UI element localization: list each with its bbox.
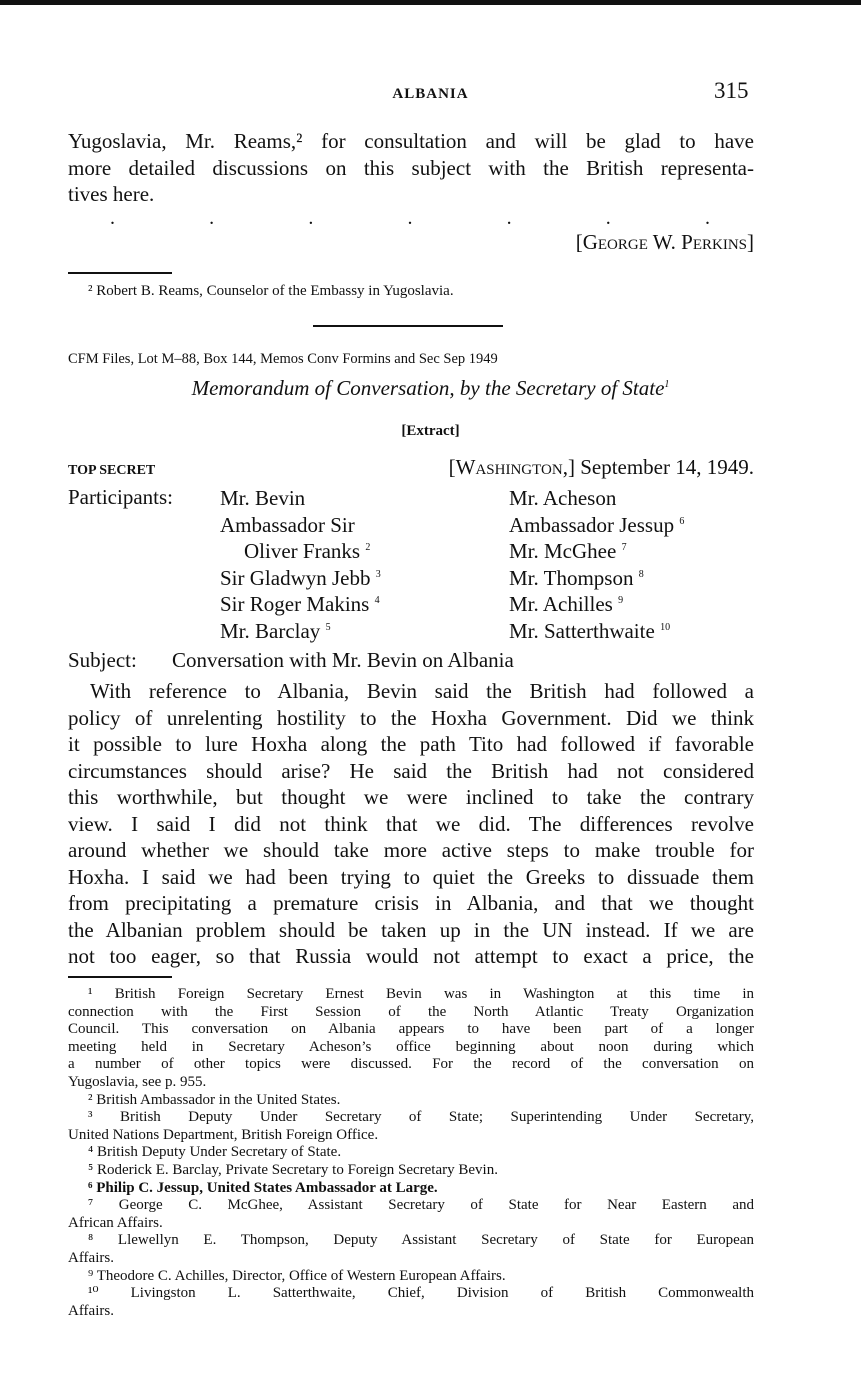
text-line: Hoxha. I said we had been trying to quiet the Greeks to dissuade them: [68, 864, 754, 889]
text-line: tives here.: [68, 182, 155, 206]
footnote-ref: 9: [618, 595, 624, 606]
document-title: [0, 376, 861, 401]
text-line: this worthwhile, but thought we were inclined to take the contrary: [68, 785, 754, 809]
section-divider: [313, 325, 503, 327]
archival-source: CFM Files, Lot M–88, Box 144, Memos Conv Formins and Sec Sep 1949: [68, 351, 498, 367]
date: ,] September 14, 1949.: [562, 455, 754, 479]
scan-top-border: [0, 0, 861, 5]
text-line: view. I said I did not think that we did. The differences revolve: [68, 811, 754, 836]
extract-label: [Extract]: [401, 423, 460, 439]
participants-label: Participants:: [68, 485, 173, 509]
footnote-ref: 10: [660, 621, 671, 633]
footnote-ref: 8: [638, 568, 644, 580]
footnote-ref: 1: [664, 379, 670, 390]
text-line: the Albanian problem should be taken up in the UN instead. If we are: [68, 917, 754, 942]
signature-first: George: [582, 230, 648, 254]
ellipsis-dots: [110, 207, 710, 230]
footnote-ref: 6: [679, 515, 685, 527]
footnote-ref: 7: [621, 542, 627, 553]
footnote-ref: 5: [325, 621, 331, 633]
footnote-line: ⁴ British Deputy Under Secretary of State.: [88, 1144, 342, 1161]
footnote-line: meeting held in Secretary Acheson’s office beginning about noon during which: [68, 1038, 754, 1055]
footnote-ref: 2: [365, 542, 371, 553]
participant: Mr. Achilles $^9$: [509, 592, 624, 616]
signature-last: Perkins: [681, 230, 747, 254]
footnote-line: ² British Ambassador in the United States.: [88, 1091, 341, 1108]
footnote-line: United Nations Department, British Foreign Office.: [68, 1126, 379, 1143]
participant: Sir Roger Makins $^4$: [220, 592, 380, 616]
footnote-rule: [68, 976, 172, 978]
text-line: not too eager, so that Russia would not attempt to exact a price, the: [68, 944, 754, 968]
bracket: [: [448, 455, 456, 479]
participant: Oliver Franks $^2$: [244, 539, 371, 563]
ellipsis-dot: .: [605, 207, 611, 229]
ellipsis-dot: .: [407, 207, 413, 229]
ellipsis-dot: .: [110, 207, 115, 229]
participant: Mr. Acheson: [509, 486, 617, 510]
subject-value: Conversation with Mr. Bevin on Albania: [172, 648, 514, 672]
text-line: With reference to Albania, Bevin said the British had followed a: [90, 679, 754, 703]
footnote-ref: 3: [375, 568, 381, 580]
signature-middle: W.: [647, 230, 682, 254]
classification: TOP SECRET: [68, 463, 156, 478]
ellipsis-dot: .: [209, 207, 215, 229]
footnote-line: connection with the First Session of the North Atlantic Treaty Organization: [68, 1003, 754, 1020]
footnote-line: Affairs.: [68, 1249, 114, 1266]
footnote-previous: ² Robert B. Reams, Counselor of the Embassy in Yugoslavia.: [88, 283, 454, 299]
footnote-line: ⁸ Llewellyn E. Thompson, Deputy Assistant Secretary of State for European: [88, 1232, 754, 1249]
text-line: from precipitating a premature crisis in Albania, and that we thought: [68, 891, 754, 915]
footnote-line: ⁷ George C. McGhee, Assistant Secretary of State for Near Eastern and: [88, 1197, 754, 1214]
dateline: [449, 455, 754, 480]
ellipsis-dot: .: [506, 207, 512, 229]
page-number: 315: [714, 78, 749, 103]
footnote-line: ⁵ Roderick E. Barclay, Private Secretary to Foreign Secretary Bevin.: [88, 1161, 498, 1178]
place: Washington: [455, 455, 563, 479]
text-line: around whether we should take more active steps to make trouble for: [68, 838, 754, 862]
body-paragraph: [68, 678, 754, 970]
footnote-line: ¹ British Foreign Secretary Ernest Bevin was in Washington at this time in: [88, 986, 754, 1002]
footnote-line: ³ British Deputy Under Secretary of State; Superintending Under Secretary,: [88, 1109, 754, 1126]
text-line: it possible to lure Hoxha along the path Tito had followed if favorable: [68, 732, 754, 756]
footnote-line: a number of other topics were discussed. For the record of the conversation on: [68, 1056, 754, 1073]
text-line: more detailed discussions on this subject with the British representa-: [68, 155, 754, 180]
participant: Mr. Bevin: [220, 486, 306, 510]
participant: Mr. Barclay $^5$: [220, 618, 331, 643]
footnote-line: African Affairs.: [68, 1214, 163, 1231]
participant: Mr. Satterthwaite $^{10}$: [509, 618, 671, 643]
participants-american: [509, 485, 684, 644]
participant: Sir Gladwyn Jebb $^3$: [220, 565, 381, 590]
running-head: ALBANIA: [392, 86, 469, 102]
participant: Ambassador Sir: [220, 512, 355, 537]
carryover-paragraph: [68, 128, 754, 208]
footnote-line: Affairs.: [68, 1302, 114, 1319]
text-line: Yugoslavia, Mr. Reams,² for consultation and will be glad to have: [68, 129, 754, 153]
bracket: ]: [747, 230, 754, 254]
participant: Ambassador Jessup $^6$: [509, 512, 685, 537]
text-line: policy of unrelenting hostility to the Hoxha Government. Did we think: [68, 705, 754, 730]
title-text: Memorandum of Conversation, by the Secretary of State: [191, 376, 665, 400]
footnote-line: ⁶ Philip C. Jessup, United States Ambassador at Large.: [88, 1179, 438, 1196]
footnote-rule: [68, 272, 172, 274]
participant: Mr. Thompson $^8$: [509, 565, 644, 590]
footnote-line: ⁹ Theodore C. Achilles, Director, Office of Western European Affairs.: [88, 1267, 506, 1284]
ellipsis-dot: .: [704, 207, 710, 229]
text-line: circumstances should arise? He said the British had not considered: [68, 758, 754, 783]
footnote-line: ¹⁰ Livingston L. Satterthwaite, Chief, Division of British Commonwealth: [88, 1285, 754, 1302]
footnote-line: Council. This conversation on Albania appears to have been part of a longer: [68, 1021, 754, 1038]
participants-british: [220, 485, 381, 644]
bracket: [: [575, 230, 583, 254]
participant: Mr. McGhee $^7$: [509, 539, 627, 563]
ellipsis-dot: .: [308, 207, 314, 229]
footnote-line: Yugoslavia, see p. 955.: [68, 1073, 207, 1090]
footnotes: [68, 986, 754, 1320]
footnote-ref: 4: [374, 595, 380, 606]
subject-label: Subject:: [68, 648, 137, 672]
signature: [576, 230, 754, 255]
